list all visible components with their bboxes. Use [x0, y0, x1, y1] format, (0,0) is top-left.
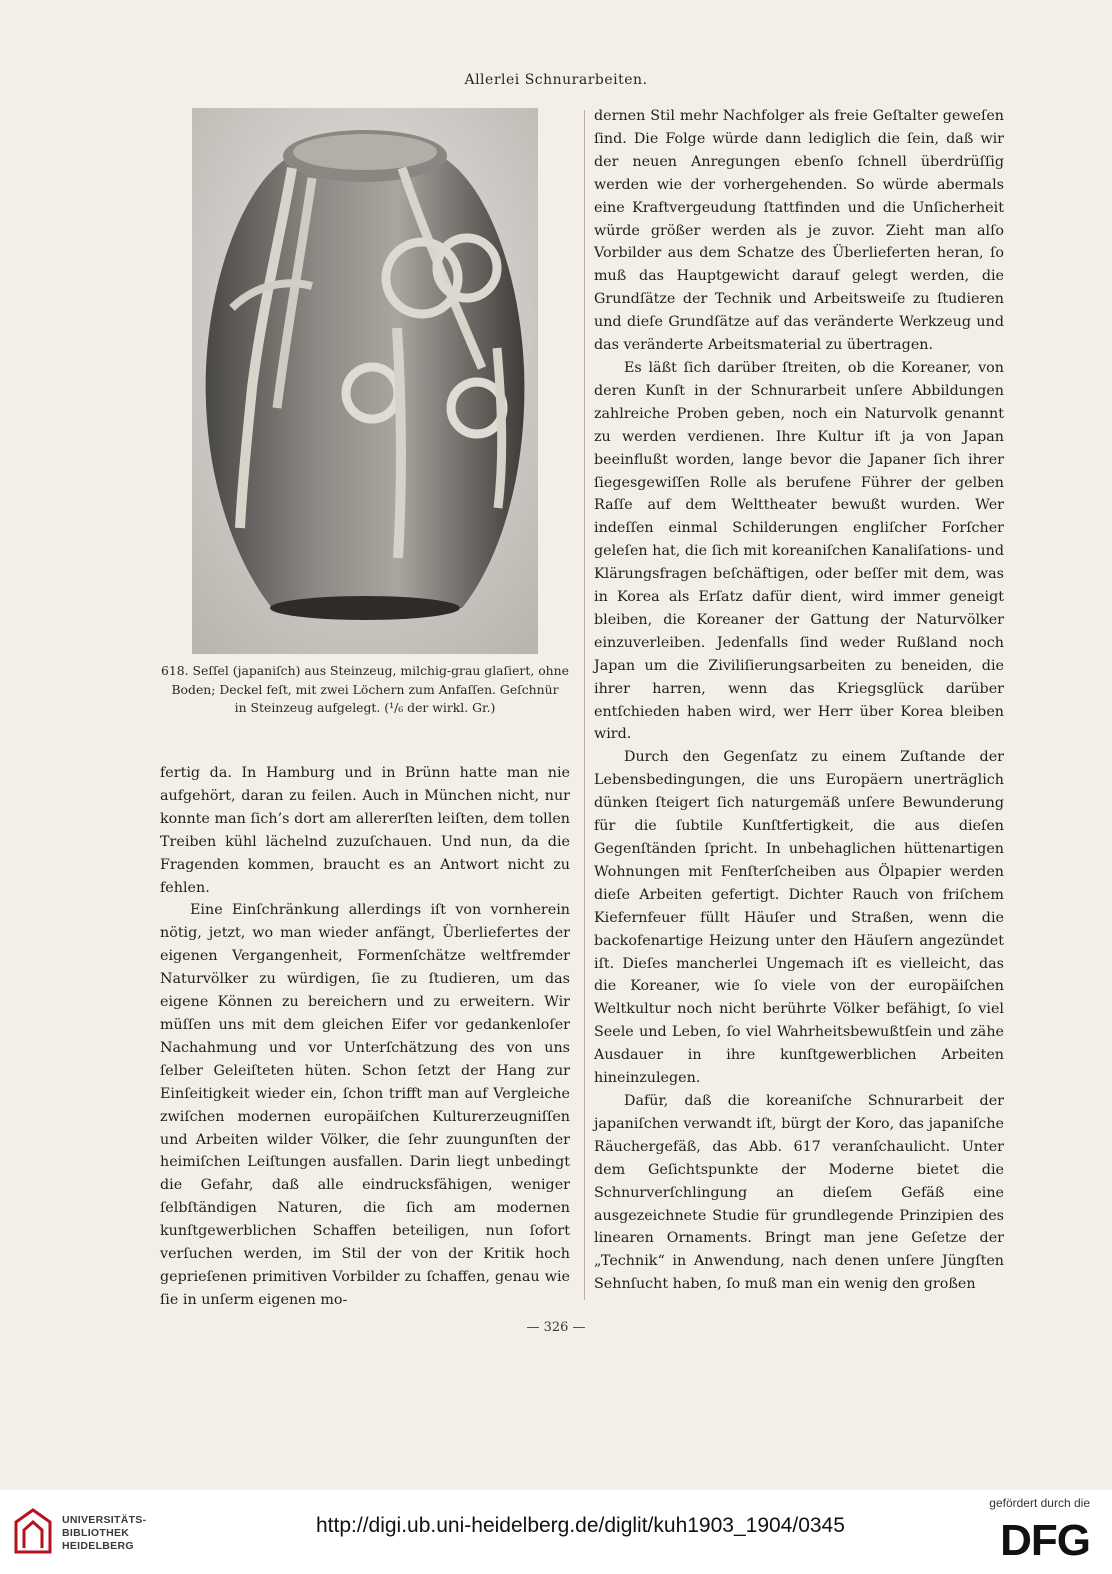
paragraph: Durch den Gegenſatz zu einem Zuſtande der Lebensbedingungen, die uns Europäern unerträglich dünken ſteigert ſich naturgemäß unſere Bewunderung für die ſubtile Kunſtfertigkeit, die aus dieſen Gegenſtänden ſpricht. In unbehaglichen hüttenartigen Wohnungen mit Fenſterſcheiben aus Ölpapier werden dieſe Arbeiten gefertigt. Dichter Rauch von friſchem Kiefernfeuer füllt Häuſer und Straßen, wenn die backofenartige Heizung unter den Häuſern angezündet iſt. Dieſes mancherlei Ungemach iſt es vielleicht, das die Koreaner, wie ſo viele von der europäiſchen Weltkultur noch nicht berührte Völker befähigt, ſo viel Seele und Leben, ſo viel Wahrheitsbewußtſein und zähe Ausdauer in ihre kunſtgewerblichen Arbeiten hineinzulegen. [594, 749, 1004, 1087]
column-divider [584, 110, 585, 1300]
paragraph: Dafür, daß die koreaniſche Schnurarbeit der japaniſchen verwandt iſt, bürgt der Koro, das japaniſche Räuchergefäß, das Abb. 617 veranſchaulicht. Unter dem Geſichtspunkte der Moderne bietet die Schnurverſchlingung an dieſem Gefäß eine ausgezeichnete Studie für grundlegende Prinzipien des linearen Ornaments. Bringt man jene Geſetze der „Technik“ in Anwendung, nach denen unſere Jüngſten Sehnſucht haben, ſo muß man ein wenig den großen [594, 1092, 1004, 1293]
caption-line: Boden; Deckel feſt, mit zwei Löchern zum Anfaſſen. Geſchnür [171, 681, 559, 697]
paragraph: dernen Stil mehr Nachfolger als freie Geſtalter geweſen ſind. Die Folge würde dann lediglich die ſein, daß wir der neuen Anregungen ebenſo ſchnell überdrüſſig werden wie der vorhergehenden. So würde abermals eine Kraftvergeudung ſtattfinden und die Unſicherheit würde größer werden als je zuvor. Zieht man alſo Vorbilder aus dem Schatze des Überlieferten heran, ſo muß das Hauptgewicht darauf gelegt werden, die Grundſätze der Technik und Arbeitsweiſe zu ſtudieren und dieſe Grundſätze auf das veränderte Werkzeug und das veränderte Arbeitsmaterial zu übertragen. [594, 108, 1004, 354]
digitization-url-link[interactable]: http://digi.ub.uni-heidelberg.de/diglit/kuh1903_1904/0345 [316, 1514, 845, 1537]
paragraph: fertig da. In Hamburg und in Brünn hatte man nie aufgehört, daran zu feilen. Auch in München nicht, nur konnte man ſich’s dort am allererſten leiſten, dem tollen Treiben kühl lächelnd zuzuſchauen. Und nun, da die Fragenden kommen, braucht es an Antwort nicht zu fehlen. [160, 765, 570, 896]
running-title: Allerlei Schnurarbeiten. [464, 72, 648, 88]
institution-line: HEIDELBERG [62, 1540, 134, 1552]
caption-line: in Steinzeug aufgelegt. (¹/₆ der wirkl. Gr.) [234, 700, 496, 715]
paragraph: Eine Einſchränkung allerdings iſt von vornherein nötig, jetzt, wo man wieder anfängt, Überliefertes der eigenen Vergangenheit, Formenſchätze weltfremder Naturvölker zu würdigen, ſie zu ſtudieren, um das eigene Können zu bereichern und zu erweitern. Wir müſſen uns mit dem gleichen Eifer vor gedankenloſer Nachahmung und vor Unterſchätzung des von uns ſelber Geleiſteten hüten. Schon ſetzt der Hang zur Einſeitigkeit wieder ein, ſchon trifft man auf Vergleiche zwiſchen modernen europäiſchen Kulturerzeugniſſen und Arbeiten wilder Völker, die ſehr zuungunſten der heimiſchen Leiſtungen ausfallen. Darin liegt unbedingt die Gefahr, daß alle eindrucksfähigen, weniger ſelbſtändigen Naturen, die ſich am modernen kunſtgewerblichen Schaffen beteiligen, nun ſofort verſuchen werden, im Stil der von der Kritik hoch geprieſenen primitiven Vorbilder zu ſchaffen, genau wie ſie in unſerm eigenen mo- [160, 902, 570, 1308]
university-library-logo-icon [14, 1508, 52, 1554]
dfg-logo: DFG [1000, 1516, 1090, 1565]
paragraph: Es läßt ſich darüber ſtreiten, ob die Koreaner, von deren Kunſt in der Schnurarbeit unſere Abbildungen zahlreiche Proben geben, noch ein Naturvolk genannt zu werden verdienen. Ihre Kultur iſt ja von Japan beeinflußt worden, lange bevor die Japaner ſich ihrer ſiegesgewiſſen Rolle als berufene Führer der gelben Raſſe auf dem Welttheater bewußt wurden. Wer indeſſen einmal Schilderungen engliſcher Forſcher geleſen hat, die ſich mit koreaniſchen Kanaliſations- und Klärungsfragen beſchäftigen, oder beſſer mit dem, was in Korea als Erſatz dafür dient, wird immer geneigt bleiben, die Koreaner der Gattung der Naturvölker einzuverleiben. Jedenfalls ſind weder Rußland noch Japan um die Ziviliſierungsarbeiten zu beneiden, die ihrer harren, wenn das Kriegsglück darüber entſchieden haben wird, wer Herr über Korea bleiben wird. [594, 359, 1004, 743]
sponsor-text: gefördert durch die [989, 1496, 1090, 1510]
caption-line: 618. Seſſel (japaniſch) aus Steinzeug, milchig-grau glaſiert, ohne [161, 663, 569, 678]
vessel-image [192, 108, 538, 654]
footer [0, 1490, 1112, 1574]
page-number: — 326 — [526, 1320, 586, 1335]
right-column [594, 105, 1004, 1296]
institution-name [62, 1514, 146, 1553]
vessel-photograph [192, 108, 538, 654]
figure-caption [160, 662, 570, 718]
institution-line: BIBLIOTHEK [62, 1527, 130, 1539]
left-column [160, 762, 570, 1312]
institution-line: UNIVERSITÄTS- [62, 1514, 147, 1526]
